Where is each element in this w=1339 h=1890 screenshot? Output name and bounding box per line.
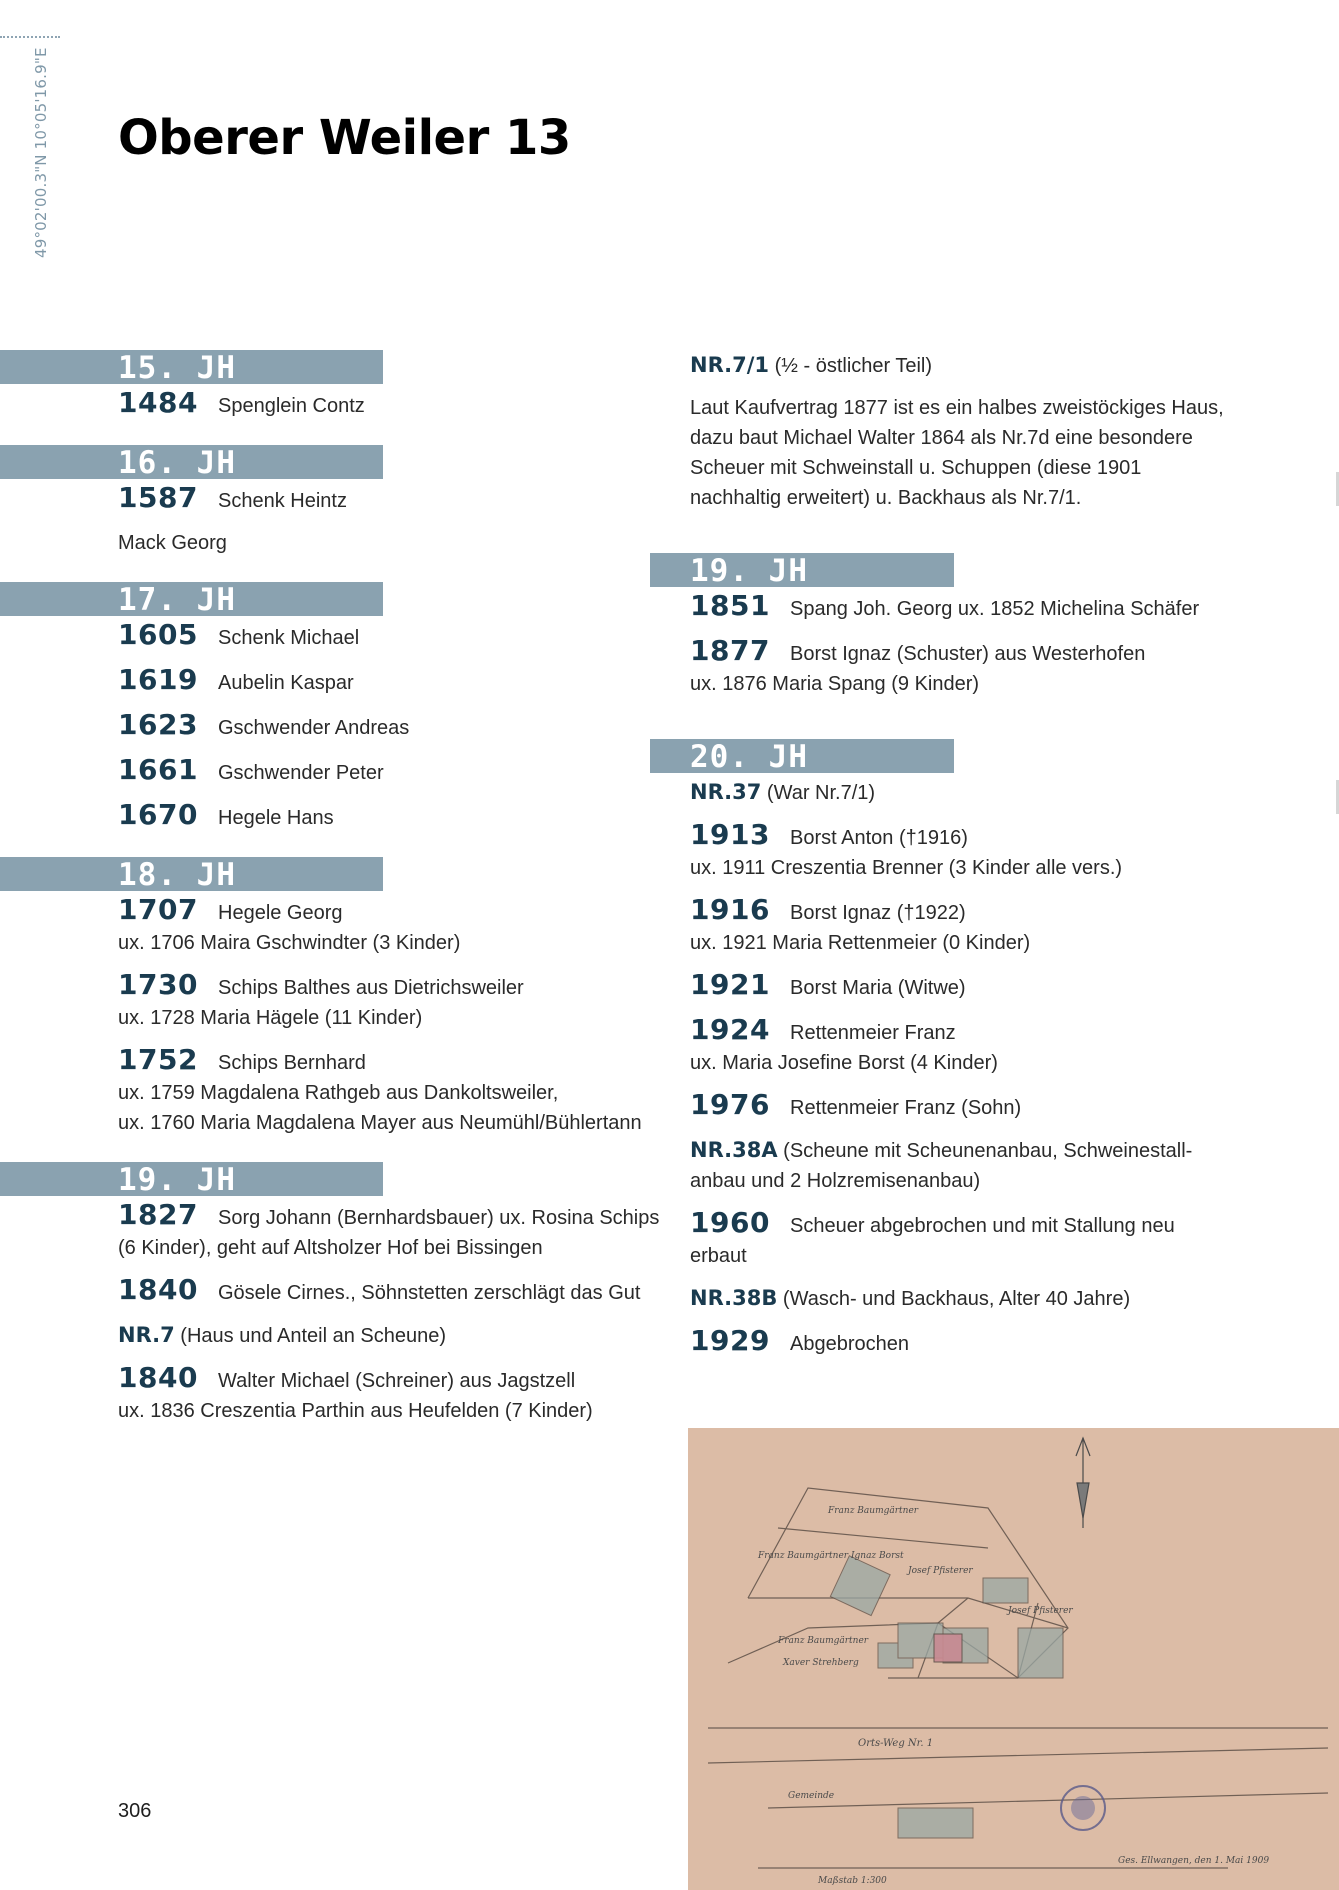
year-label: 1587 [118,481,198,514]
entry-1840-goesele: 1840 Gösele Cirnes., Söhnstetten zerschlägt das Gut [118,1273,641,1306]
century-band-20: 20. JH [650,739,954,773]
year-label: 1623 [118,708,198,741]
plan-label: Gemeinde [788,1791,835,1801]
year-label: 1840 [118,1273,198,1306]
entry-nr38a: NR.38A (Scheune mit Scheunenanbau, Schweinestall- anbau und 2 Holzremisenanbau) [690,1138,1193,1192]
entry-1976: 1976 Rettenmeier Franz (Sohn) [690,1088,1022,1121]
plan-label: Franz Baumgärtner [828,1506,919,1516]
nr71-description: Laut Kaufvertrag 1877 ist es ein halbes zweistöckiges Haus, dazu baut Michael Walter 1864 als Nr.7d eine besondere Scheuer mit Schweinstall u. Schuppen (diese 1901 nachhaltig erweitert) u. Backhaus als Nr.7/1. [690,397,1224,509]
right-column [650,350,1250,1371]
plan-label: Josef Pfisterer [908,1566,973,1576]
entry-1661: 1661 Gschwender Peter [118,753,384,786]
year-label: 1960 [690,1206,770,1239]
house-number-label: NR.38A [690,1138,778,1162]
century-band-19: 19. JH [0,1162,383,1196]
entry-1730: 1730 Schips Balthes aus Dietrichsweiler ux. 1728 Maria Hägele (11 Kinder) [118,968,524,1029]
year-label: 1976 [690,1088,770,1121]
entry-1840-walter: 1840 Walter Michael (Schreiner) aus Jagstzell ux. 1836 Creszentia Parthin aus Heufelden (7 Kinder) [118,1361,593,1422]
entry-nr37: NR.37 (War Nr.7/1) [690,780,876,804]
century-band-15: 15. JH [0,350,383,384]
year-label: 1707 [118,893,198,926]
year-label: 1877 [690,634,770,667]
entry-1619: 1619 Aubelin Kaspar [118,663,354,696]
year-label: 1921 [690,968,770,1001]
road-label: Orts-Weg Nr. 1 [858,1738,934,1749]
year-label: 1730 [118,968,198,1001]
plan-label: Franz Baumgärtner Ignaz Borst [758,1551,904,1561]
entry-1623: 1623 Gschwender Andreas [118,708,410,741]
entry-1670: 1670 Hegele Hans [118,798,334,831]
entry-1605: 1605 Schenk Michael [118,618,360,651]
year-label: 1752 [118,1043,198,1076]
century-band-19-right: 19. JH [650,553,954,587]
entry-1929: 1929 Abgebrochen [690,1324,909,1357]
entry-1916: 1916 Borst Ignaz (†1922) ux. 1921 Maria Rettenmeier (0 Kinder) [690,893,1031,954]
site-plan-drawing [688,1428,1339,1890]
century-band-18: 18. JH [0,857,383,891]
entry-1707: 1707 Hegele Georg ux. 1706 Maira Gschwindter (3 Kinder) [118,893,461,954]
year-label: 1916 [690,893,770,926]
plan-label: Ges. Ellwangen, den 1. Mai 1909 [1118,1856,1270,1866]
year-label: 1619 [118,663,198,696]
year-label: 1484 [118,386,198,419]
entry-1913: 1913 Borst Anton (†1916) ux. 1911 Creszentia Brenner (3 Kinder alle vers.) [690,818,1123,879]
page-number: 306 [118,1800,152,1822]
century-band-16: 16. JH [0,445,383,479]
year-label: 1851 [690,589,770,622]
century-band-17: 17. JH [0,582,383,616]
year-label: 1670 [118,798,198,831]
house-number-label: NR.38B [690,1286,778,1310]
entry-1877: 1877 Borst Ignaz (Schuster) aus Westerhofen ux. 1876 Maria Spang (9 Kinder) [690,634,1146,695]
house-number-label: NR.7 [118,1323,175,1347]
entry-1587: 1587 Schenk Heintz [118,481,347,514]
left-column [0,350,660,1438]
year-label: 1924 [690,1013,770,1046]
plan-label: Maßstab 1:300 [818,1876,887,1886]
entry-1827: 1827 Sorg Johann (Bernhardsbauer) ux. Rosina Schips (6 Kinder), geht auf Altsholzer Hof bei Bissingen [118,1198,660,1259]
plan-label: Xaver Strehberg [783,1658,859,1668]
year-label: 1827 [118,1198,198,1231]
entry-1484: 1484 Spenglein Contz [118,386,365,419]
year-label: 1661 [118,753,198,786]
plan-label: Josef Pfisterer [1008,1606,1073,1616]
entry-nr7: NR.7 (Haus und Anteil an Scheune) [118,1323,447,1347]
entry-1921: 1921 Borst Maria (Witwe) [690,968,966,1001]
entry-1851: 1851 Spang Joh. Georg ux. 1852 Michelina Schäfer [690,589,1200,622]
house-number-label: NR.37 [690,780,762,804]
entry-1924: 1924 Rettenmeier Franz ux. Maria Josefine Borst (4 Kinder) [690,1013,998,1074]
entry-note: Mack Georg [118,532,227,554]
entry-nr38b: NR.38B (Wasch- und Backhaus, Alter 40 Jahre) [690,1286,1131,1310]
dotted-rule [0,36,60,38]
year-label: 1840 [118,1361,198,1394]
entry-1960: 1960 Scheuer abgebrochen und mit Stallung neu erbaut [690,1206,1175,1267]
entry-nr71: NR.7/1 (½ - östlicher Teil) [690,353,933,377]
year-label: 1929 [690,1324,770,1357]
year-label: 1913 [690,818,770,851]
page-title: Oberer Weiler 13 [118,110,571,166]
coordinates-label: 49°02'00.3"N 10°05'16.9"E [32,47,50,258]
year-label: 1605 [118,618,198,651]
plan-label: Franz Baumgärtner [778,1636,869,1646]
historic-site-plan [688,1428,1339,1890]
house-number-label: NR.7/1 [690,353,770,377]
entry-1752: 1752 Schips Bernhard ux. 1759 Magdalena Rathgeb aus Dankoltsweiler, ux. 1760 Maria Magdalena Mayer aus Neumühl/Bühlertann [118,1043,642,1134]
